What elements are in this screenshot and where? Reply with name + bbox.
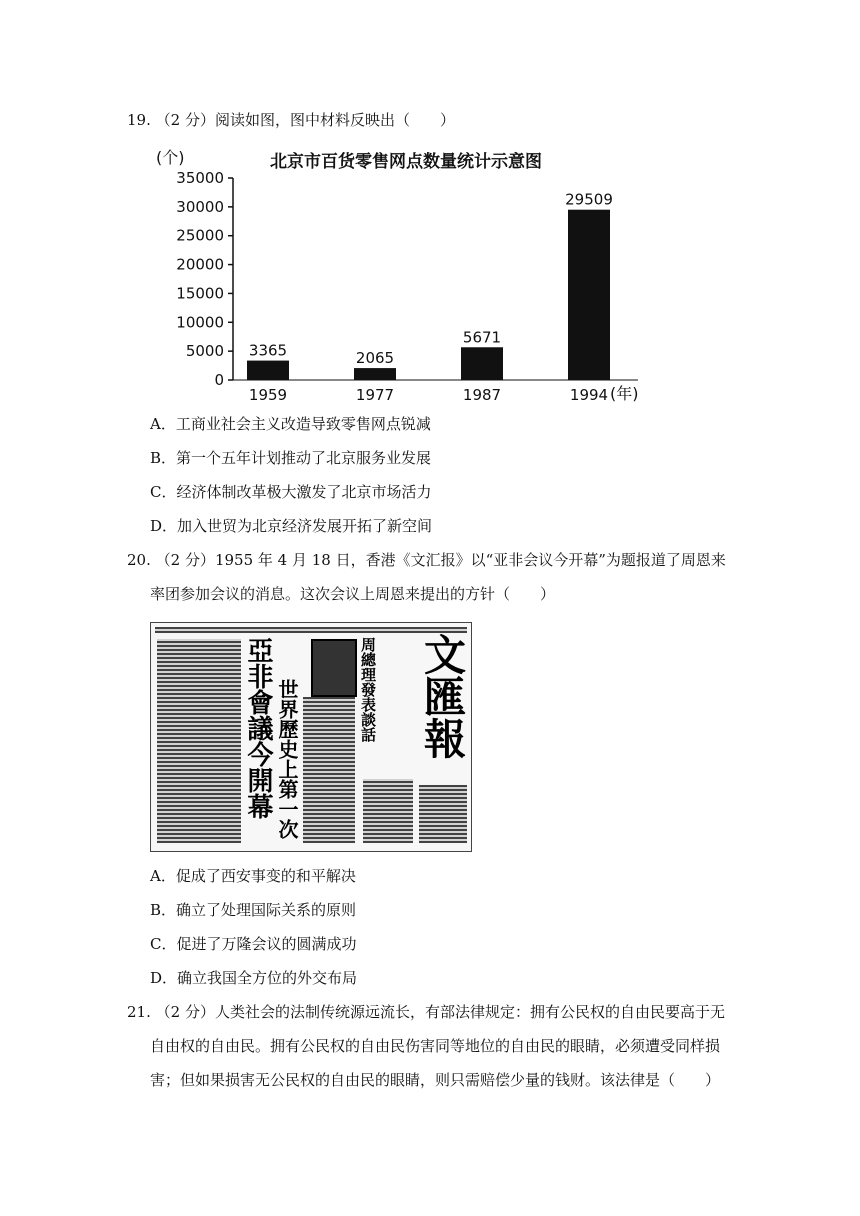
x-tick-label-1959: 1959: [248, 386, 288, 404]
bar-chart: [148, 143, 648, 405]
y-tick-label-1: 5000: [185, 342, 224, 361]
question-stem-line1: （2 分）人类社会的法制传统源远流长，有部法律规定：拥有公民权的自由民要高于无: [155, 1003, 725, 1021]
x-tick-label-1977: 1977: [355, 386, 395, 404]
option-b[interactable]: B．第一个五年计划推动了北京服务业发展: [150, 449, 432, 467]
bars: [233, 191, 638, 404]
x-axis-unit: (年): [610, 384, 639, 403]
question-20: [127, 550, 726, 570]
option-d[interactable]: D．确立我国全方位的外交布局: [150, 969, 358, 987]
bar-1987: [461, 347, 503, 380]
chart-title: 北京市百货零售网点数量统计示意图: [270, 152, 542, 172]
x-tick-label-1994: 1994: [569, 386, 609, 404]
data-label-1994: 29509: [565, 190, 613, 209]
option-c[interactable]: C．经济体制改革极大激发了北京市场活力: [150, 483, 432, 501]
y-axis: [176, 169, 233, 389]
newspaper-image: [150, 622, 472, 852]
data-label-1977: 2065: [355, 349, 395, 368]
y-axis-unit: (个): [156, 148, 185, 167]
question-21: [127, 1002, 725, 1022]
question-21-line3: 害；但如果损害无公民权的自由民的眼睛，则只需赔偿少量的钱财。该法律是（ ）: [150, 1071, 721, 1089]
data-label-1959: 3365: [248, 341, 288, 360]
y-tick-label-6: 30000: [176, 197, 224, 216]
option-a[interactable]: A．工商业社会主义改造导致零售网点锐减: [150, 415, 431, 433]
question-number: 21.: [127, 1003, 151, 1021]
question-21-line2: 自由权的自由民。拥有公民权的自由民伤害同等地位的自由民的眼睛，必须遭受同样损: [150, 1037, 721, 1055]
option-c[interactable]: C．促进了万隆会议的圆满成功: [150, 935, 357, 953]
y-tick-label-3: 15000: [176, 284, 224, 303]
question-stem-line1: （2 分）1955 年 4 月 18 日，香港《文汇报》以“亚非会议今开幕”为题报道了周恩来: [155, 551, 726, 569]
bar-1977: [354, 368, 396, 380]
question-stem: （2 分）阅读如图，图中材料反映出（ ）: [155, 111, 455, 129]
question-19: [127, 110, 455, 130]
x-tick-label-1987: 1987: [462, 386, 502, 404]
y-tick-label-4: 20000: [176, 255, 224, 274]
masthead: 文匯報: [418, 633, 467, 759]
y-tick-label-0: 0: [214, 371, 224, 389]
option-b[interactable]: B．确立了处理国际关系的原则: [150, 901, 357, 919]
headline-2: 亞非會議今開幕: [243, 637, 273, 819]
option-a[interactable]: A．促成了西安事变的和平解决: [150, 867, 356, 885]
headline-1: 世界歷史上第一次: [275, 679, 299, 839]
data-label-1987: 5671: [462, 328, 502, 347]
portrait: [311, 639, 357, 697]
y-tick-label-2: 10000: [176, 313, 224, 332]
option-d[interactable]: D．加入世贸为北京经济发展开拓了新空间: [150, 517, 433, 535]
question-number: 20.: [127, 551, 151, 569]
side-headline: 周總理發表談話: [359, 637, 377, 742]
question-20-line2: 率团参加会议的消息。这次会议上周恩来提出的方针（ ）: [150, 585, 556, 603]
bar-1959: [247, 361, 289, 380]
bar-1994: [568, 210, 610, 380]
y-tick-label-7: 35000: [176, 169, 224, 187]
y-tick-label-5: 25000: [176, 226, 224, 245]
question-number: 19.: [127, 111, 151, 129]
